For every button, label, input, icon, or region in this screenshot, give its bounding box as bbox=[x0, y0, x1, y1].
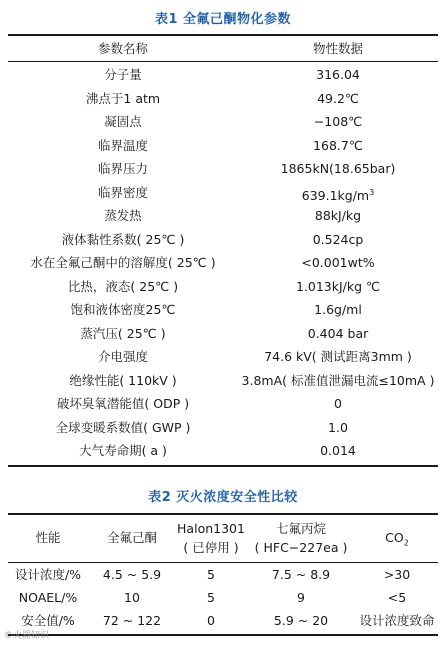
cell-property: 设计浓度/% bbox=[14, 567, 82, 582]
cell-hfc227ea: 7.5 ~ 8.9 bbox=[271, 567, 331, 582]
param-value: 168.7℃ bbox=[313, 137, 363, 153]
table-row bbox=[8, 322, 438, 346]
param-value: 49.2℃ bbox=[317, 90, 359, 106]
header-fk5112: 全氟己酮 bbox=[106, 530, 157, 545]
param-name: 水在全氟己酮中的溶解度( 25℃ ) bbox=[30, 255, 216, 270]
param-value: <0.001wt% bbox=[301, 255, 375, 270]
table1-header-row bbox=[8, 37, 438, 61]
cell-hfc227ea: 9 bbox=[297, 590, 305, 605]
param-value: 88kJ/kg bbox=[314, 208, 362, 223]
table1-top-rule bbox=[8, 34, 438, 36]
table-row bbox=[8, 392, 438, 416]
param-value: 0.404 bar bbox=[307, 325, 369, 341]
table-row bbox=[8, 609, 438, 633]
table-row bbox=[8, 134, 438, 158]
header-co2 bbox=[356, 515, 438, 561]
param-name: 蒸汽压( 25℃ ) bbox=[80, 325, 166, 341]
table-row bbox=[8, 298, 438, 322]
table1-header-rule bbox=[8, 61, 438, 62]
table-row bbox=[8, 63, 438, 87]
param-name: 比热，液态( 25℃ ) bbox=[67, 278, 179, 294]
header-halon1301-note: ( 已停用 ) bbox=[183, 540, 239, 555]
cell-halon1301: 5 bbox=[207, 590, 215, 605]
param-name: 饱和液体密度25℃ bbox=[70, 302, 176, 317]
param-value bbox=[238, 181, 438, 205]
header-hfc227ea bbox=[246, 515, 356, 561]
param-value: 316.04 bbox=[316, 67, 360, 82]
table-row bbox=[8, 228, 438, 252]
header-co2-text: CO bbox=[385, 530, 404, 545]
table-row bbox=[8, 251, 438, 275]
table-row bbox=[8, 87, 438, 111]
cell-co2: <5 bbox=[387, 590, 407, 605]
superscript: 3 bbox=[369, 187, 375, 197]
param-value: −108℃ bbox=[313, 114, 363, 129]
param-value: 3.8mA( 标准值泄漏电流≤10mA ) bbox=[241, 372, 435, 388]
cell-property: NOAEL/% bbox=[18, 590, 78, 605]
param-value: 1.6g/ml bbox=[314, 302, 362, 317]
table-row bbox=[8, 204, 438, 228]
table-row bbox=[8, 275, 438, 299]
cell-co2: >30 bbox=[383, 567, 411, 582]
table2-header-row bbox=[8, 515, 438, 561]
table2-bottom-rule bbox=[8, 634, 438, 636]
param-value: 0.014 bbox=[320, 443, 356, 458]
table-row bbox=[8, 157, 438, 181]
param-name: 临界温度 bbox=[97, 137, 148, 153]
table-row bbox=[8, 439, 438, 463]
table1-bottom-rule bbox=[8, 465, 438, 467]
watermark-logo: ©火器知识 bbox=[4, 631, 50, 641]
cell-halon1301: 5 bbox=[207, 567, 215, 582]
param-name: 临界压力 bbox=[97, 161, 148, 176]
param-value: 1.0 bbox=[328, 419, 348, 435]
param-value: 1865kN(18.65bar) bbox=[280, 161, 396, 176]
table1-title: 表1 全氟己酮物化参数 bbox=[154, 12, 292, 27]
header-property: 性能 bbox=[35, 530, 61, 545]
cell-halon1301: 0 bbox=[207, 613, 215, 628]
param-name: 凝固点 bbox=[104, 114, 142, 129]
table-row bbox=[8, 181, 438, 205]
table2-title: 表2 灭火浓度安全性比较 bbox=[148, 490, 298, 505]
param-name: 大气寿命期( a ) bbox=[79, 443, 167, 458]
table-row bbox=[8, 345, 438, 369]
param-name: 蒸发热 bbox=[104, 208, 142, 223]
param-value: 1.013kJ/kg ℃ bbox=[295, 278, 381, 294]
table1-header-value: 物性数据 bbox=[312, 41, 363, 56]
subscript: 2 bbox=[403, 538, 409, 548]
param-name: 绝缘性能( 110kV ) bbox=[69, 372, 177, 388]
param-name: 介电强度 bbox=[97, 349, 148, 364]
cell-fk5112: 4.5 ~ 5.9 bbox=[102, 567, 162, 582]
param-name: 分子量 bbox=[104, 67, 142, 82]
cell-hfc227ea: 5.9 ~ 20 bbox=[273, 613, 329, 628]
param-value: 0.524cp bbox=[312, 231, 364, 247]
table-row bbox=[8, 369, 438, 393]
param-name: 临界密度 bbox=[97, 184, 148, 200]
table-row bbox=[8, 563, 438, 587]
cell-fk5112: 10 bbox=[124, 590, 140, 605]
param-name: 液体黏性系数( 25℃ ) bbox=[61, 231, 185, 247]
header-halon1301 bbox=[176, 515, 246, 561]
param-name: 全球变暖系数值( GWP ) bbox=[55, 419, 191, 435]
table-row bbox=[8, 416, 438, 440]
cell-fk5112: 72 ~ 122 bbox=[102, 613, 162, 628]
param-value: 0 bbox=[334, 396, 342, 411]
param-name: 沸点于1 atm bbox=[85, 90, 161, 106]
header-hfc227ea-name: 七氟丙烷 bbox=[275, 521, 326, 536]
header-hfc227ea-note: ( HFC−227ea ) bbox=[254, 540, 348, 555]
param-value: 74.6 kV( 测试距离3mm ) bbox=[264, 349, 412, 364]
cell-property: 安全值/% bbox=[21, 613, 75, 628]
cell-co2: 设计浓度致命 bbox=[359, 613, 435, 628]
header-halon1301-name: Halon1301 bbox=[177, 521, 245, 536]
table-row bbox=[8, 110, 438, 134]
table-row bbox=[8, 586, 438, 610]
table1-header-name: 参数名称 bbox=[97, 41, 148, 56]
param-name: 破坏臭氧潜能值( ODP ) bbox=[56, 396, 190, 411]
param-value-text: 639.1kg/m bbox=[301, 187, 370, 203]
